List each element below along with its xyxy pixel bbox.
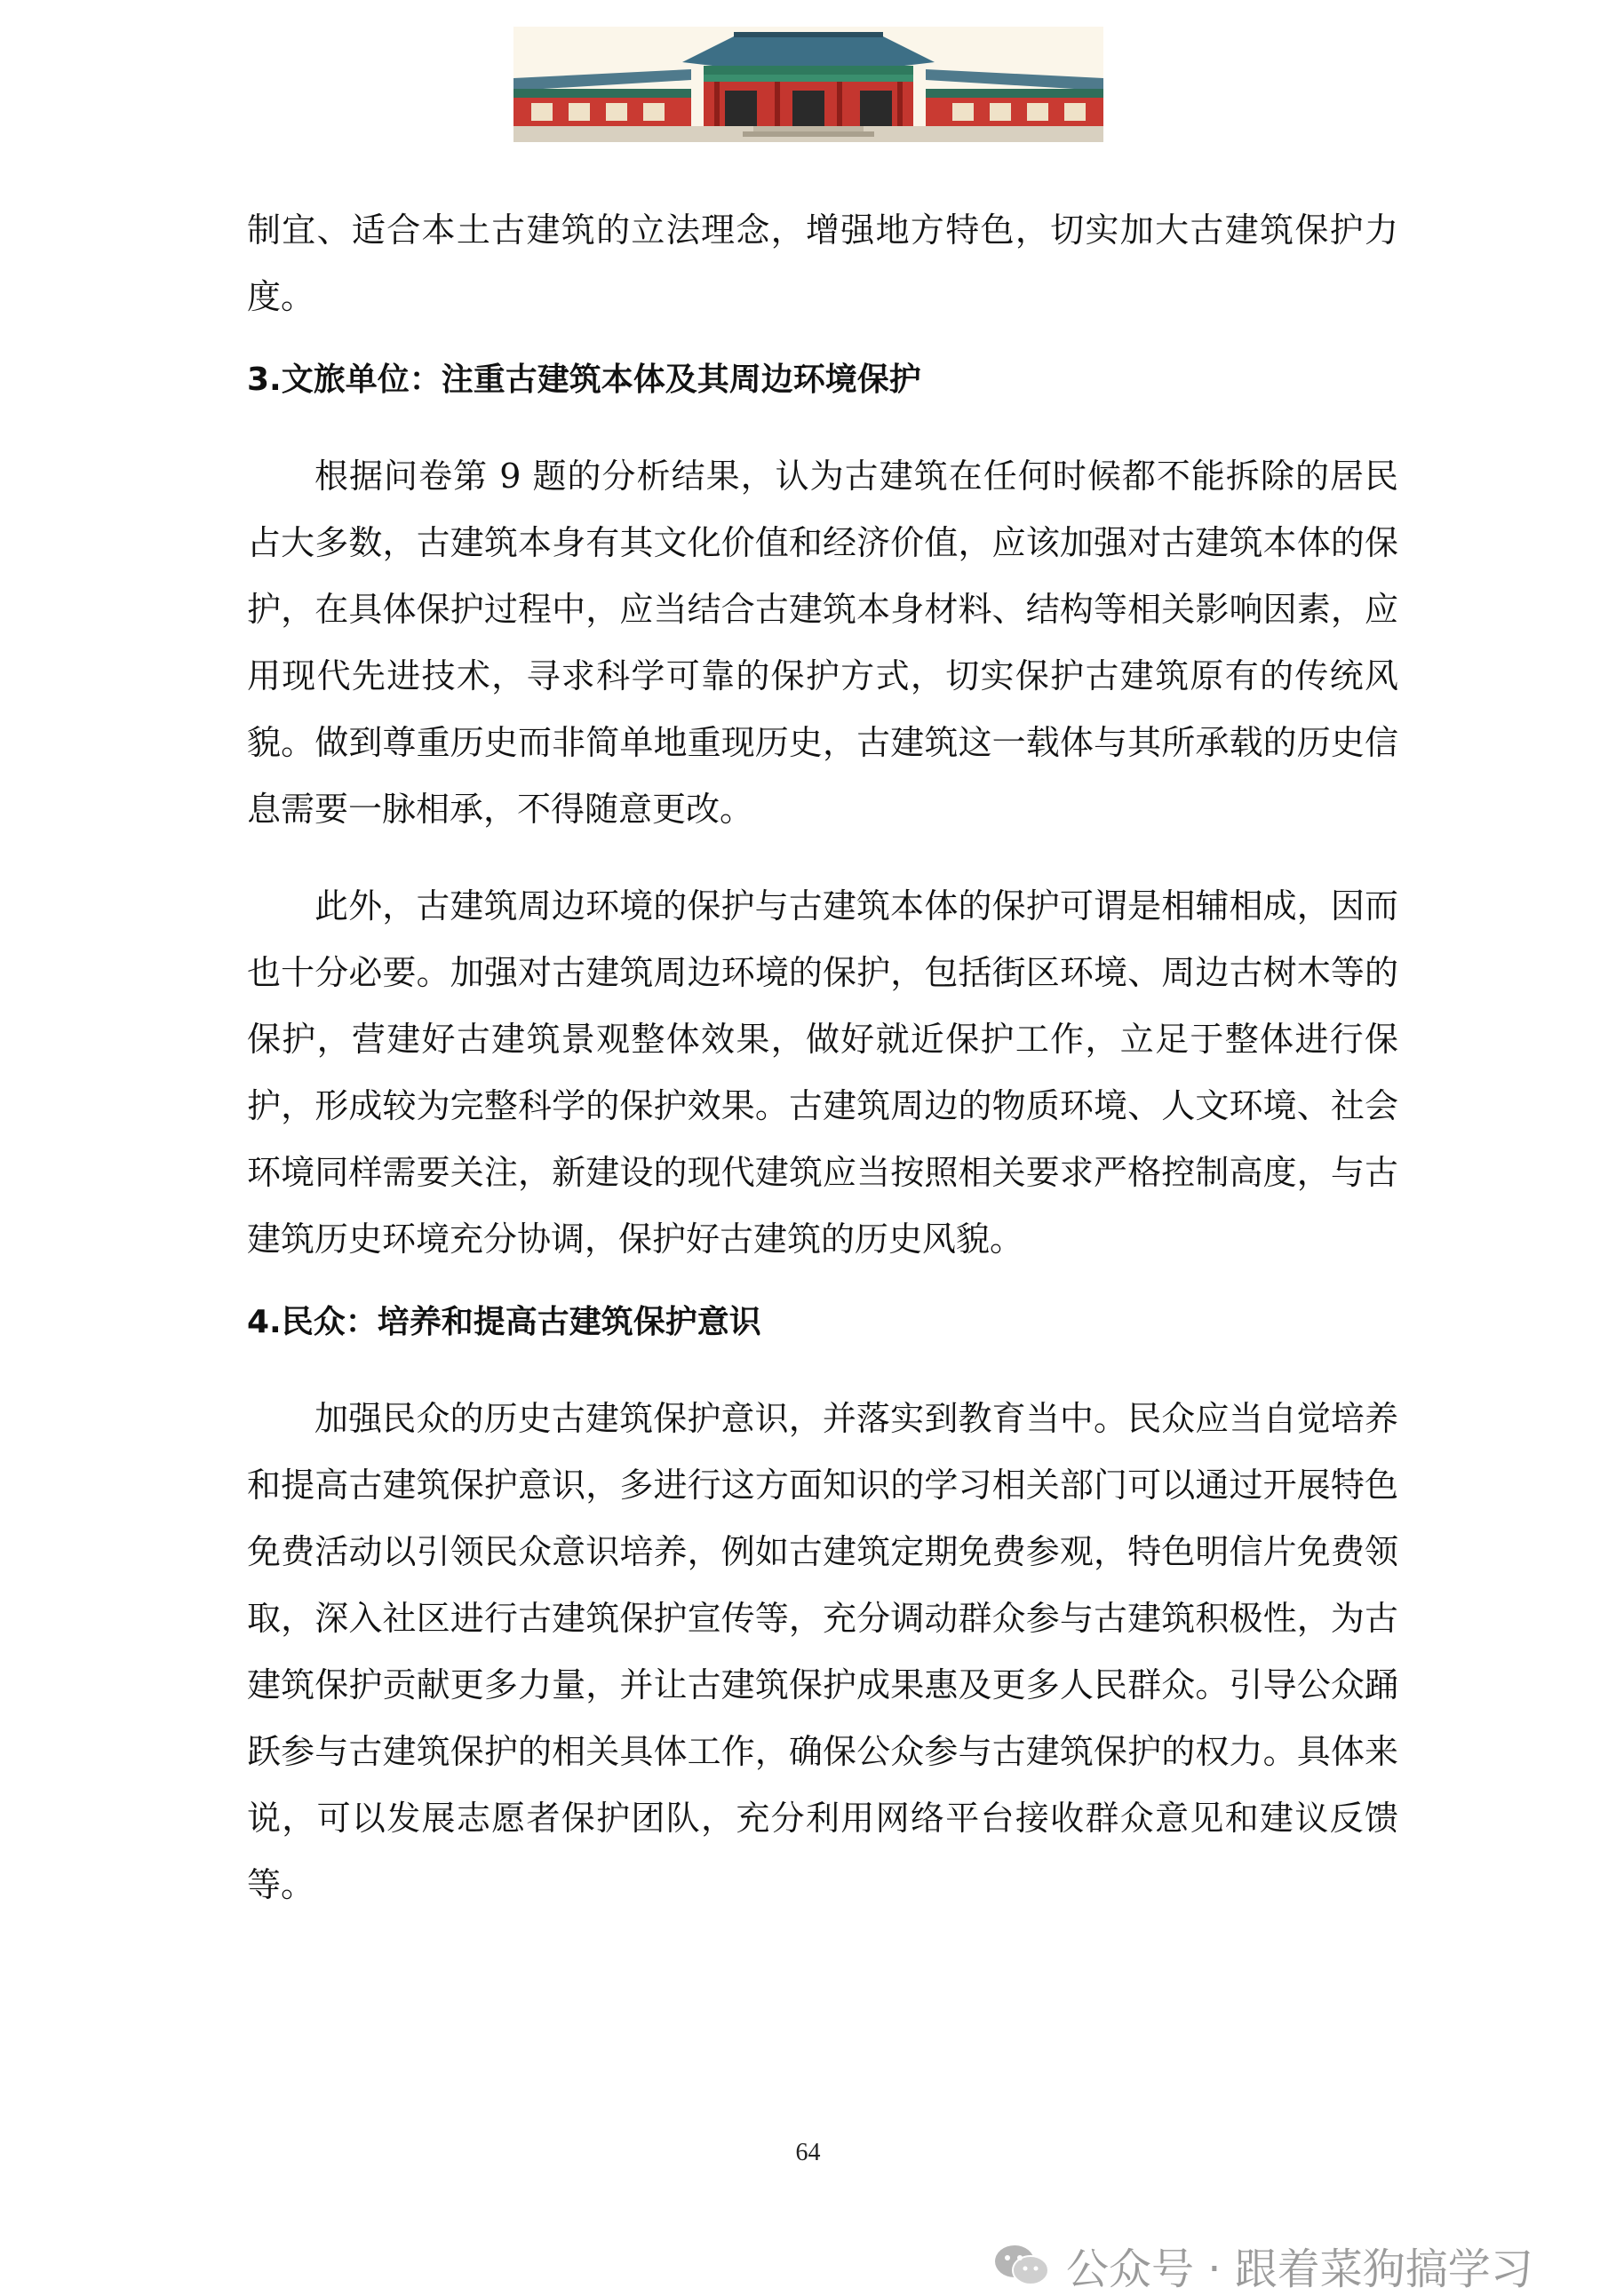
wechat-icon: [993, 2242, 1050, 2288]
watermark: [993, 2238, 1533, 2292]
watermark-text: 公众号 · 跟着菜狗搞学习: [1066, 2244, 1533, 2294]
document-body: [247, 197, 1398, 1919]
palace-illustration: [513, 27, 1103, 142]
section-heading-3: 3.文旅单位：注重古建筑本体及其周边环境保护: [247, 361, 921, 398]
paragraph-body: 加强民众的历史古建筑保护意识，并落实到教育当中。民众应当自觉培养和提高古建筑保护意识，多进行这方面知识的学习相关部门可以通过开展特色免费活动以引领民众意识培养，例如古建筑定期免费参观，特色明信片免费领取，深入社区进行古建筑保护宣传等，充分调动群众参与古建筑积极性，为古建筑保护贡献更多力量，并让古建筑保护成果惠及更多人民群众。引导公众踊跃参与古建筑保护的相关具体工作，确保公众参与古建筑保护的权力。具体来说，可以发展志愿者保护团队，充分利用网络平台接收群众意见和建议反馈等。: [247, 1399, 1398, 1904]
paragraph-body: 此外，古建筑周边环境的保护与古建筑本体的保护可谓是相辅相成，因而也十分必要。加强对古建筑周边环境的保护，包括街区环境、周边古树木等的保护，营建好古建筑景观整体效果，做好就近保护工作，立足于整体进行保护，形成较为完整科学的保护效果。古建筑周边的物质环境、人文环境、社会环境同样需要关注，新建设的现代建筑应当按照相关要求严格控制高度，与古建筑历史环境充分协调，保护好古建筑的历史风貌。: [247, 886, 1398, 1259]
paragraph-continued: 制宜、适合本土古建筑的立法理念，增强地方特色，切实加大古建筑保护力度。: [247, 211, 1398, 316]
paragraph-body: 根据问卷第 9 题的分析结果，认为古建筑在任何时候都不能拆除的居民占大多数，古建筑本身有其文化价值和经济价值，应该加强对古建筑本体的保护，在具体保护过程中，应当结合古建筑本身材料、结构等相关影响因素，应用现代先进技术，寻求科学可靠的保护方式，切实保护古建筑原有的传统风貌。做到尊重历史而非简单地重现历史，古建筑这一载体与其所承载的历史信息需要一脉相承，不得随意更改。: [247, 457, 1398, 829]
section-heading-4: 4.民众：培养和提高古建筑保护意识: [247, 1304, 761, 1340]
page-number: 64: [795, 2139, 821, 2166]
